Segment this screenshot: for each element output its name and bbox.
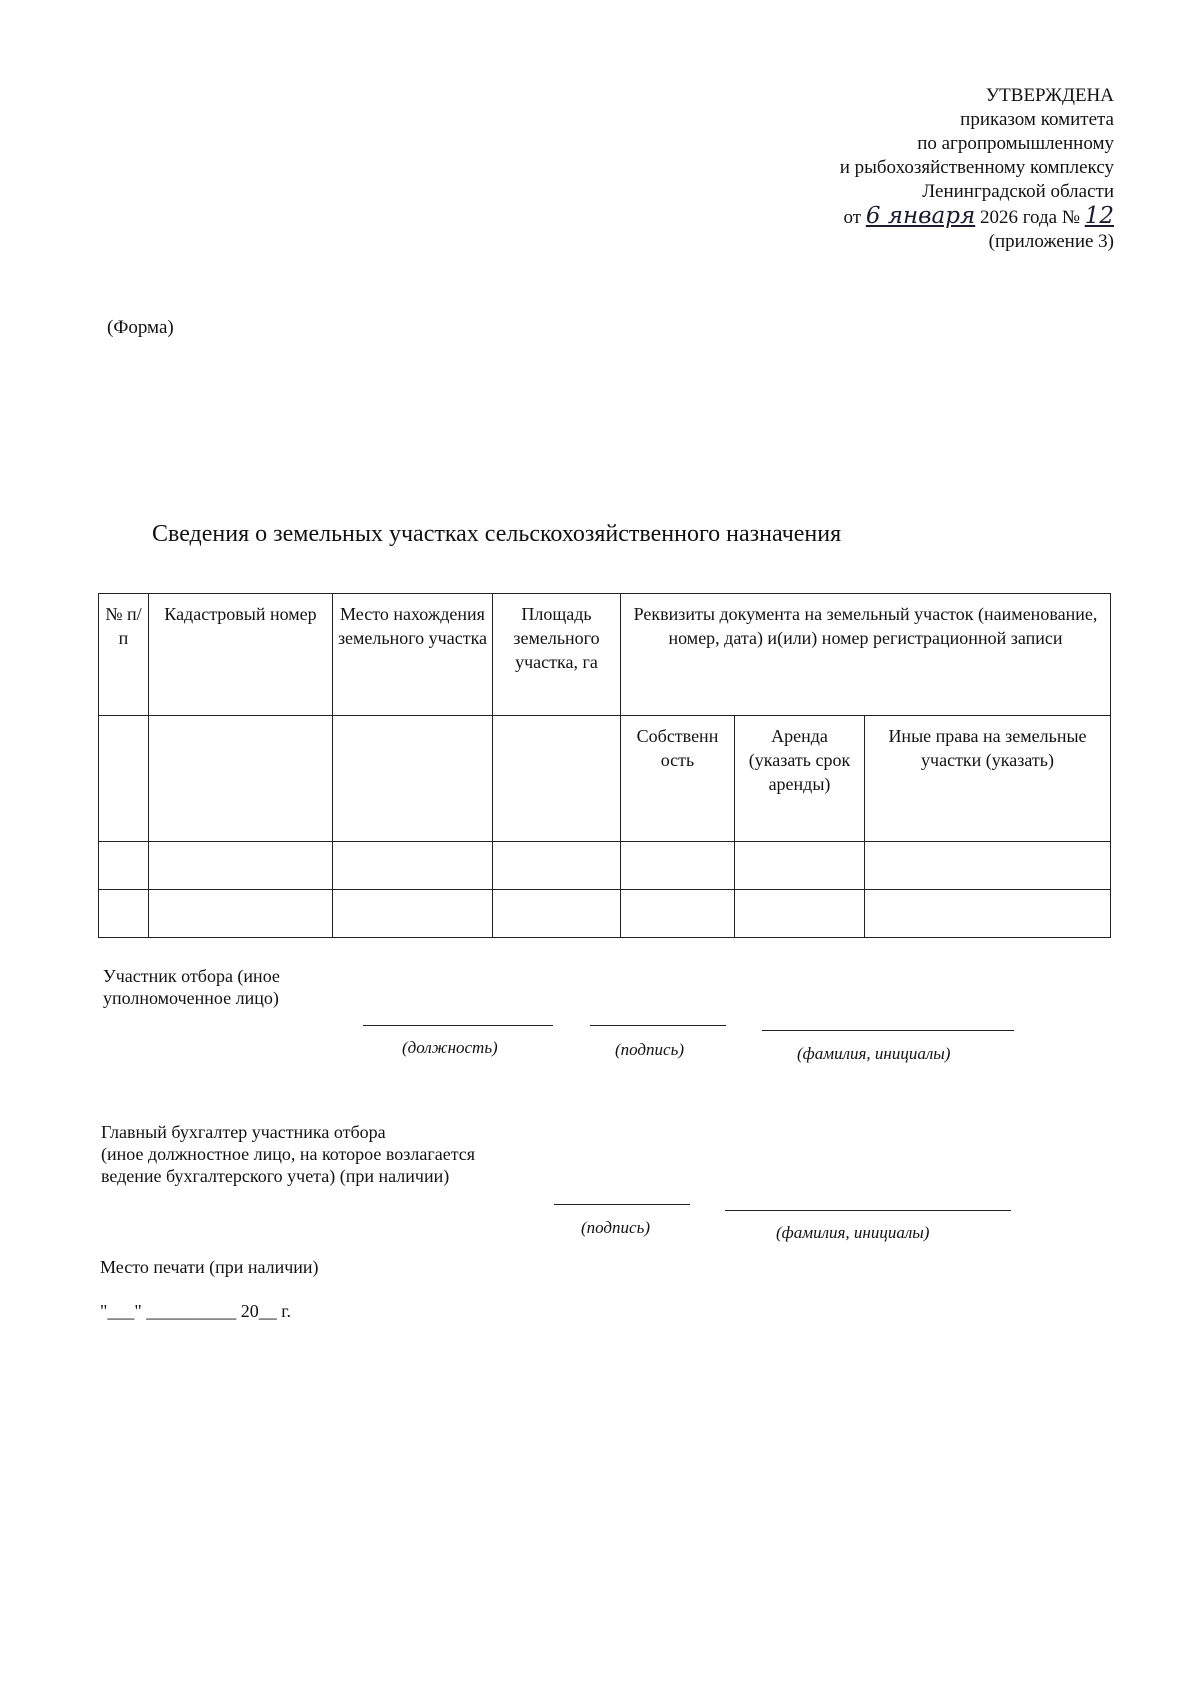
signature-line	[590, 1025, 726, 1026]
table-cell	[493, 890, 621, 938]
participant-label-line: Участник отбора (иное	[103, 966, 280, 986]
accountant-label-line: (иное должностное лицо, на которое возлагается	[101, 1144, 476, 1164]
accountant-label-line: Главный бухгалтер участника отбора	[101, 1122, 386, 1142]
accountant-label-line: ведение бухгалтерского учета) (при наличии)	[101, 1166, 450, 1186]
table-cell	[333, 842, 493, 890]
approval-block	[840, 84, 1114, 254]
approval-line: и рыбохозяйственному комплексу	[839, 157, 1114, 178]
accountant-signature-line	[554, 1204, 690, 1205]
date-line: "___" __________ 20__ г.	[100, 1301, 292, 1321]
subheader-other-rights: Иные права на земельные участки (указать)	[865, 716, 1111, 842]
date-prefix: от	[843, 207, 862, 228]
caption-name: (фамилия, инициалы)	[797, 1044, 951, 1063]
approval-title: УТВЕРЖДЕНА	[985, 85, 1114, 106]
table-cell	[149, 890, 333, 938]
accountant-caption-name: (фамилия, инициалы)	[776, 1223, 930, 1242]
document-title: Сведения о земельных участках сельскохозяйственного назначения	[152, 521, 842, 547]
position-line	[363, 1025, 553, 1026]
table-cell	[149, 842, 333, 890]
accountant-label	[101, 1121, 475, 1187]
table-cell	[865, 890, 1111, 938]
header-area: Площадь земельного участка, га	[493, 594, 621, 716]
form-label: (Форма)	[107, 317, 174, 338]
table-cell	[621, 842, 735, 890]
table-cell	[333, 890, 493, 938]
table-cell	[99, 842, 149, 890]
participant-label	[103, 965, 280, 1009]
table-row	[99, 890, 1111, 938]
handwritten-number: 12	[1084, 203, 1114, 229]
table-cell	[865, 842, 1111, 890]
table-cell	[149, 716, 333, 842]
approval-line: приказом комитета	[960, 109, 1114, 130]
table-cell	[493, 842, 621, 890]
header-cadastral-number: Кадастровый номер	[149, 594, 333, 716]
table-cell	[99, 890, 149, 938]
subheader-ownership: Собственн ость	[621, 716, 735, 842]
appendix-note: (приложение 3)	[988, 231, 1114, 252]
accountant-caption-signature: (подпись)	[581, 1218, 650, 1237]
accountant-name-line	[725, 1210, 1011, 1211]
seal-place: Место печати (при наличии)	[100, 1257, 319, 1277]
table-cell	[735, 890, 865, 938]
name-line	[762, 1030, 1014, 1031]
approval-line: Ленинградской области	[922, 181, 1114, 202]
caption-signature: (подпись)	[615, 1040, 684, 1059]
table-cell	[621, 890, 735, 938]
approval-line: по агропромышленному	[917, 133, 1114, 154]
date-suffix: 2026 года №	[979, 207, 1080, 228]
header-num: № п/п	[99, 594, 149, 716]
header-document-requisites: Реквизиты документа на земельный участок (наименование, номер, дата) и(или) номер регистрационной записи	[621, 594, 1111, 716]
table-cell	[735, 842, 865, 890]
header-location: Место нахождения земельного участка	[333, 594, 493, 716]
participant-label-line: уполномоченное лицо)	[103, 988, 279, 1008]
table-cell	[493, 716, 621, 842]
approval-date-line	[840, 204, 1114, 230]
land-plots-table	[98, 593, 1111, 938]
subheader-lease: Аренда (указать срок аренды)	[735, 716, 865, 842]
handwritten-date: 6 января	[865, 203, 976, 229]
table-cell	[333, 716, 493, 842]
table-cell	[99, 716, 149, 842]
table-row	[99, 842, 1111, 890]
caption-position: (должность)	[402, 1038, 498, 1057]
